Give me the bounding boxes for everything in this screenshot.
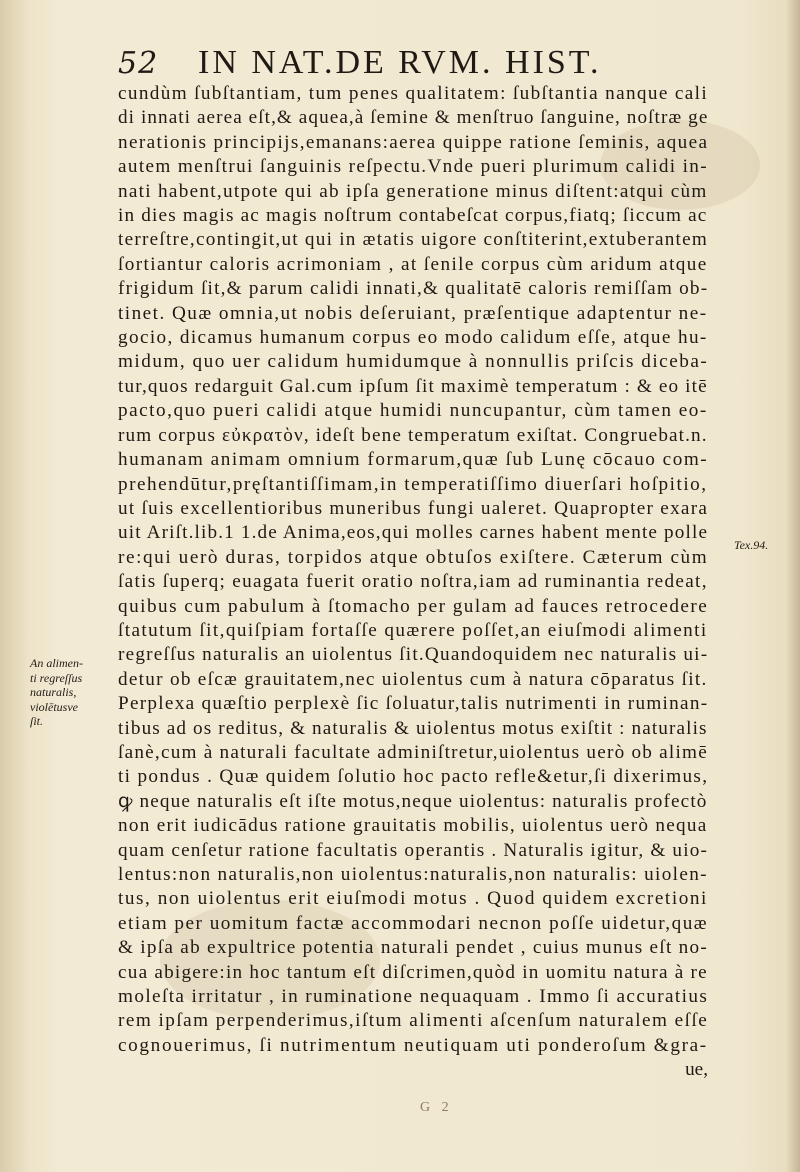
text-line: humanam animam omnium formarum,quæ ſub Lunę cōcauo com- [118, 449, 708, 471]
text-line: ſtatutum ſit,quiſpiam fortaſſe quærere poſſet,an eiuſmodi alimenti [118, 619, 708, 641]
text-line: tus, non uiolentus erit eiuſmodi motus . Quod quidem excretioni [118, 888, 708, 910]
text-line: prehendūtur,pręſtantiſſimam,in temperatiſſimo diuerſari hoſpitio, [118, 473, 708, 495]
text-line: autem menſtrui ſanguinis reſpectu.Vnde pueri plurimum calidi in- [118, 156, 708, 178]
marginal-note-line: naturalis, [30, 685, 77, 699]
text-line: tibus ad os reditus, & naturalis & uiolentus motus exiſtit : naturalis [118, 717, 708, 739]
text-line: rem ipſam perpenderimus,iſtum alimenti aſcenſum naturalem eſſe [118, 1010, 708, 1032]
text-line: lentus:non naturalis,non uiolentus:naturalis,non naturalis: uiolen- [118, 864, 708, 885]
text-line: moleſta irritatur , in ruminatione nequaquam . Immo ſi accuratius [118, 986, 708, 1008]
text-line: di innati aerea eſt,& aquea,à ſemine & menſtruo ſanguine, noſtræ ge [118, 107, 708, 129]
text-line: Perplexa quæſtio perplexè ſic ſoluatur,talis nutrimenti in ruminan- [118, 693, 708, 715]
text-line: regreſſus naturalis an uiolentus ſit.Quandoquidem nec naturalis ui- [118, 644, 708, 666]
marginal-note-line: violētusve [30, 699, 78, 714]
marginal-note-line: ſit. [30, 714, 44, 728]
text-line: quibus cum pabulum à ſtomacho per gulam ad fauces retrocedere [118, 595, 708, 617]
text-line: frigidum ſit,& parum calidi innati,& qualitatē caloris remiſſam ob- [118, 278, 708, 300]
page-number: 52 [118, 46, 159, 81]
text-line: pacto,quo pueri calidi atque humidi nuncupantur, cùm tamen eo- [118, 400, 708, 422]
text-line: nerationis principijs,emanans:aerea quippe ratione ſeminis, aquea [118, 131, 708, 153]
marginal-note-right: Tex.94. [734, 538, 769, 552]
text-line: ti pondus . Quæ quidem ſolutio hoc pacto refle&etur,ſi dixerimus, [118, 766, 708, 788]
text-line: cundùm ſubſtantiam, tum penes qualitatem: ſubſtantia nanque cali [118, 83, 708, 104]
text-line: in dies magis ac magis noſtrum contabeſcat corpus,fiatq; ſiccum ac [118, 205, 708, 227]
page-edge-shadow [786, 0, 800, 1172]
text-line: terreſtre,contingit,ut qui in ætatis uigore conſtiterint,extuberantem [118, 229, 708, 251]
text-line: & ipſa ab expultrice potentia naturali pendet , cuius munus eſt no- [118, 937, 708, 959]
text-line: ut ſuis excellentioribus muneribus fungi ualeret. Quapropter exara [118, 497, 708, 519]
text-line: ſatis ſuperq; euagata fuerit oratio noſtra,iam ad ruminantia redeat, [118, 571, 708, 593]
text-line: gocio, dicamus humanum corpus eo modo calidum eſſe, atque hu- [118, 327, 708, 349]
text-line: cua abigere:in hoc tantum eſt diſcrimen,quòd in uomitu natura à re [118, 961, 708, 983]
text-line: ue, [685, 1059, 708, 1081]
text-line: tinet. Quæ omnia,ut nobis deſeruiant, præſentique adaptentur ne- [118, 302, 708, 324]
text-line: etiam per uomitum factæ accommodari necnon poſſe uidetur,quæ [118, 912, 708, 934]
text-line: ſanè,cum à naturali facultate adminiſtretur,uiolentus uerò ob alimē [118, 741, 708, 763]
text-line: midum, quo uer calidum humidumque à nonnullis priſcis diceba- [118, 351, 708, 373]
marginal-note-line: An alimen- [30, 656, 83, 670]
main-text-block [118, 82, 708, 1083]
marginal-note-line: ti regreſſus [30, 670, 83, 685]
text-line: tur,quos redarguit Gal.cum ipſum ſit maximè temperatum : & eo itē [118, 375, 708, 397]
text-line: nati habent,utpote qui ab ipſa generatione minus diſtent:atqui cùm [118, 180, 708, 202]
text-line: ꝙ neque naturalis eſt iſte motus,neque uiolentus: naturalis profectò [118, 790, 708, 812]
text-line: quam cenſetur ratione facultatis operantis . Naturalis igitur, & uio- [118, 839, 708, 861]
text-line: cognouerimus, ſi nutrimentum neutiquam uti ponderoſum &gra- [118, 1034, 708, 1056]
text-line: uit Ariſt.lib.1 1.de Anima,eos,qui molles carnes habent mente polle [118, 522, 708, 544]
text-line: rum corpus εὐκρατὸν, ideſt bene temperatum exiſtat. Congruebat.n. [118, 424, 708, 446]
marginal-note-left [30, 656, 116, 729]
text-line: non erit iudicādus ratione grauitatis mobilis, uiolentus uerò nequa [118, 815, 708, 837]
text-line: ſortiantur caloris acrimoniam , at ſenile corpus cùm aridum atque [118, 253, 708, 275]
text-line: detur ob eſcæ grauitatem,nec uiolentus cum à natura cōparatus ſit. [118, 668, 708, 690]
text-line: re:qui uerò duras, torpidos atque obtuſos exiſtere. Cæterum cùm [118, 546, 708, 568]
running-head: IN NAT.DE RVM. HIST. [198, 44, 602, 81]
signature-mark: G 2 [420, 1100, 453, 1115]
